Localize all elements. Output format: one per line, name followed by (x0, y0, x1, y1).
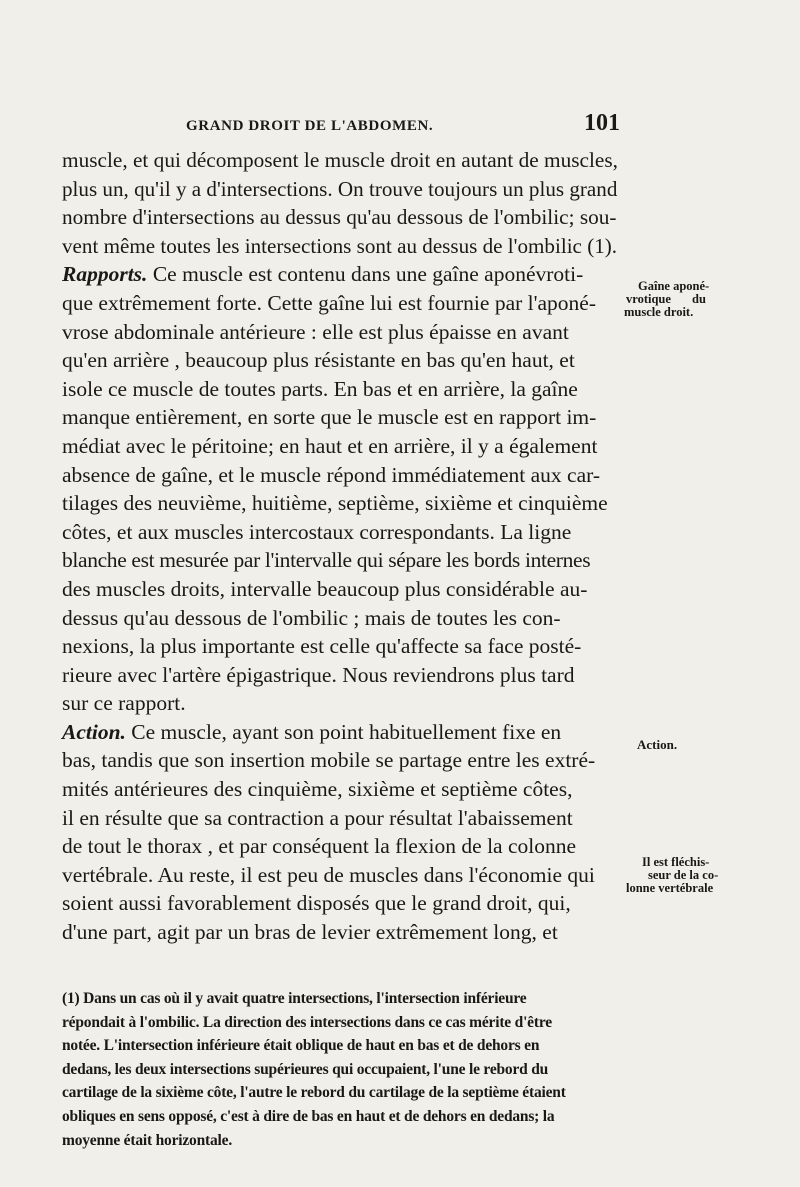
section-lead-action: Action. (62, 719, 126, 744)
body-line: d'une part, agit par un bras de levier extrêmement long, et (62, 920, 558, 945)
body-line: rieure avec l'artère épigastrique. Nous reviendrons plus tard (62, 662, 575, 687)
body-line: soient aussi favorablement disposés que le grand droit, qui, (62, 891, 571, 916)
body-line: blanche est mesurée par l'intervalle qui sépare les bords internes (62, 548, 591, 573)
body-line: vent même toutes les intersections sont au dessus de l'ombilic (1). (62, 233, 618, 258)
body-line: que extrêmement forte. Cette gaîne lui est fournie par l'aponé- (62, 290, 596, 315)
body-line: bas, tandis que son insertion mobile se partage entre les extré- (62, 748, 596, 773)
body-line: des muscles droits, intervalle beaucoup plus considérable au- (62, 576, 588, 601)
margin-note-flechisseur: Il est fléchis- seur de la co- lonne vertébrale (626, 855, 719, 895)
body-line: plus un, qu'il y a d'intersections. On trouve toujours un plus grand (62, 176, 618, 201)
footnote-line: moyenne était horizontale. (62, 1131, 233, 1149)
body-line: de tout le thorax , et par conséquent la flexion de la colonne (62, 834, 577, 859)
body-line: vrose abdominale antérieure : elle est plus épaisse en avant (62, 319, 569, 344)
running-title: GRAND DROIT DE L'ABDOMEN. (186, 118, 434, 134)
footnote-line: répondait à l'ombilic. La direction des intersections dans ce cas mérite d'être (62, 1013, 552, 1031)
footnote (62, 987, 620, 1152)
body-line: manque entièrement, en sorte que le muscle est en rapport im- (62, 405, 597, 430)
body-line-text: Ce muscle, ayant son point habituellement fixe en (131, 719, 562, 744)
body-line: nexions, la plus importante est celle qu'affecte sa face posté- (62, 634, 582, 659)
body-line: vertébrale. Au reste, il est peu de muscles dans l'économie qui (62, 862, 595, 887)
footnote-line: dedans, les deux intersections supérieures qui occupaient, l'une le rebord du (62, 1060, 549, 1078)
body-line: côtes, et aux muscles intercostaux correspondants. La ligne (62, 519, 572, 544)
footnote-line: notée. L'intersection inférieure était oblique de haut en bas et de dehors en (62, 1037, 540, 1055)
page-number: 101 (584, 110, 620, 136)
body-line: isole ce muscle de toutes parts. En bas et en arrière, la gaîne (62, 376, 578, 401)
body-line: il en résulte que sa contraction a pour résultat l'abaissement (62, 805, 573, 830)
body-line: tilages des neuvième, huitième, septième, sixième et cinquième (62, 491, 608, 516)
body-line-action (62, 718, 620, 747)
body-line-text: Ce muscle est contenu dans une gaîne aponévroti- (152, 262, 584, 287)
page-header (60, 110, 620, 142)
body-line: nombre d'intersections au dessus qu'au dessous de l'ombilic; sou- (62, 205, 617, 230)
body-text (62, 146, 620, 947)
body-line-rapports (62, 260, 620, 289)
margin-note-gaine: Gaîne aponé- vrotique du muscle droit. (624, 279, 710, 319)
section-lead-rapports: Rapports. (62, 262, 148, 287)
margin-note-action: Action. (637, 737, 678, 752)
body-line: absence de gaîne, et le muscle répond immédiatement aux car- (62, 462, 601, 487)
body-line: médiat avec le péritoine; en haut et en arrière, il y a également (62, 433, 598, 458)
body-line: muscle, et qui décomposent le muscle droit en autant de muscles, (62, 148, 618, 172)
footnote-line: obliques en sens opposé, c'est à dire de bas en haut et de dehors en dedans; la (62, 1107, 555, 1125)
footnote-line: (1) Dans un cas où il y avait quatre intersections, l'intersection inférieure (62, 990, 527, 1007)
body-line: qu'en arrière , beaucoup plus résistante en bas qu'en haut, et (62, 348, 575, 373)
body-line: mités antérieures des cinquième, sixième et septième côtes, (62, 777, 573, 802)
body-line: sur ce rapport. (62, 691, 186, 716)
body-line: dessus qu'au dessous de l'ombilic ; mais de toutes les con- (62, 605, 561, 630)
footnote-line: cartilage de la sixième côte, l'autre le rebord du cartilage de la septième étaient (62, 1084, 566, 1102)
